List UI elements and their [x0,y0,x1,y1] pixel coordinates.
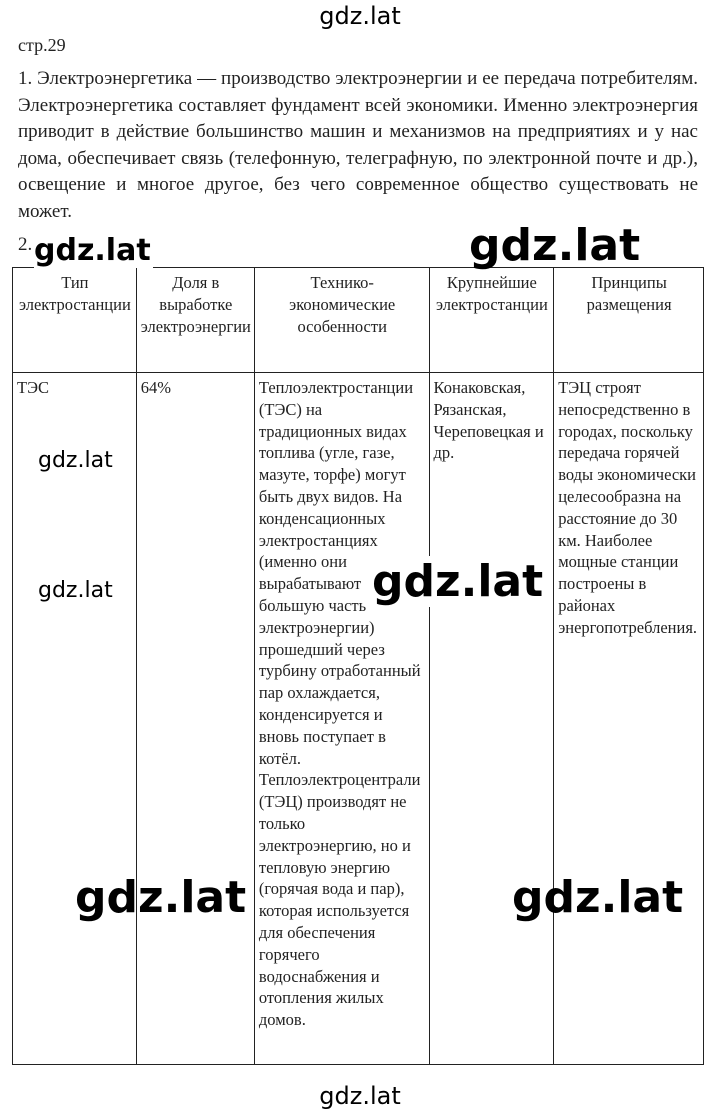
watermark-left-2: gdz.lat [38,578,113,603]
cell-placement: ТЭЦ строят непосредственно в городах, поскольку передача горячей воды экономически целесообразна на расстояние до 30 км. Наиболее мощные станции построены в районах энергопотребления. [554,373,704,1065]
watermark-row2-right: gdz.lat [469,220,641,271]
table-header-row [13,268,704,373]
header-largest-plants: Крупнейшие электростанции [429,268,554,373]
cell-share: 64% [136,373,254,1065]
header-plant-type: Тип электростанции [13,268,137,373]
cell-features: Теплоэлектростанции (ТЭС) на традиционных видах топлива (угле, газе, мазуте, торфе) могут быть двух видов. На конденсационных электростанциях (именно они вырабатывают большую часть электроэнергии) прошедший через турбину отработанный пар охлаждается, конденсируется и вновь поступает в котёл. Теплоэлектроцентрали (ТЭЦ) производят не только электроэнергию, но и тепловую энергию (горячая вода и пар), которая используется для обеспечения горячего водоснабжения и отопления жилых домов. [254,373,429,1065]
watermark-top: gdz.lat [319,2,401,30]
watermark-bottom-left: gdz.lat [75,872,247,923]
header-placement: Принципы размещения [554,268,704,373]
watermark-bottom-right: gdz.lat [512,872,684,923]
table-row [13,373,704,1065]
header-features: Технико-экономические особенности [254,268,429,373]
page-reference: стр.29 [18,35,66,55]
watermark-bottom: gdz.lat [319,1082,401,1110]
watermark-row2-left: gdz.lat [34,233,151,268]
watermark-left-1: gdz.lat [38,448,113,473]
cell-plant-type: ТЭС [13,373,137,1065]
answer-paragraph-1: 1. Электроэнергетика — производство электроэнергии и ее передача потребителям. Электроэнергетика составляет фундамент всей экономики. Именно электроэнергия приводит в действие большинство машин и механизмов на предприятиях и у нас дома, обеспечивает связь (телефонную, телеграфную, по электронной почте и др.), освещение и многое другое, без чего современное общество существовать не может. [18,68,698,222]
answer-label-2: 2. [18,234,33,255]
cell-largest-plants: Конаковская, Рязанская, Череповецкая и др. [429,373,554,1065]
header-share: Доля в выработке электроэнергии [136,268,254,373]
watermark-center: gdz.lat [372,556,544,607]
power-plants-table [12,267,704,1065]
